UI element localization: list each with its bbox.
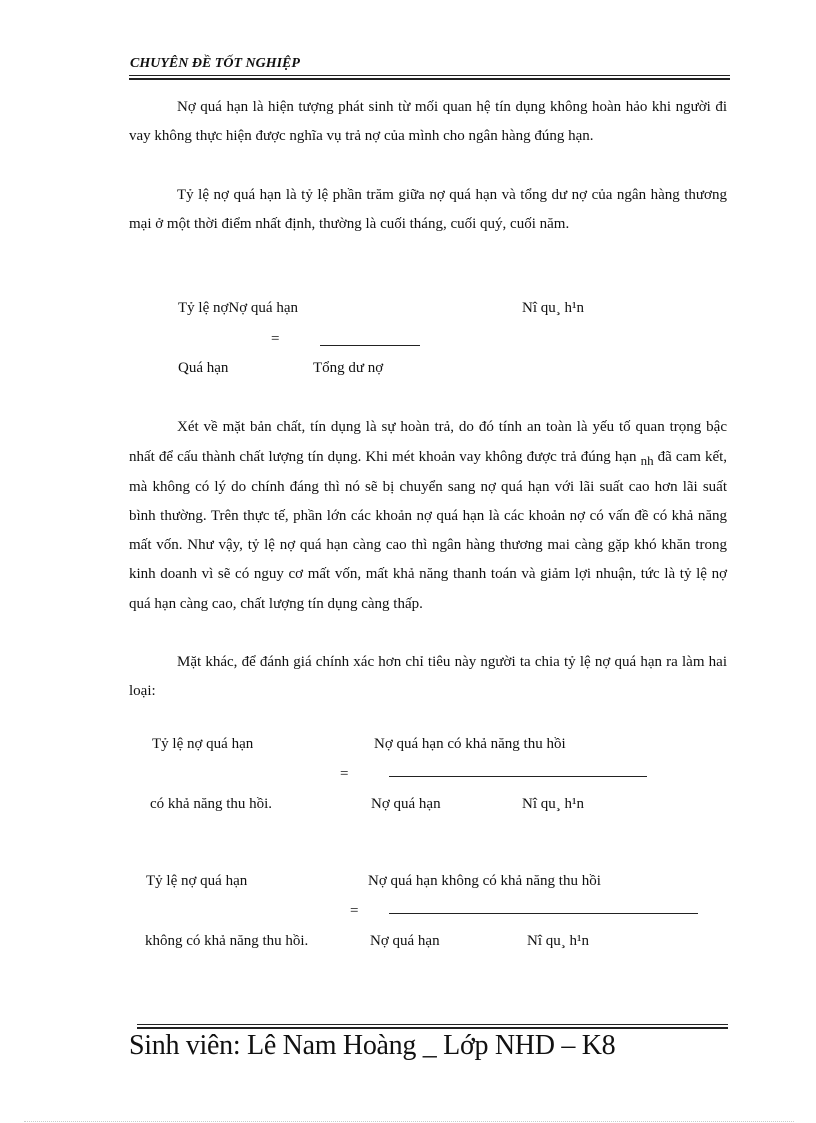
document-header-title: CHUYÊN ĐỀ TỐT NGHIỆP — [130, 56, 300, 71]
paragraph-2: Tỷ lệ nợ quá hạn là tỷ lệ phần trăm giữa nợ quá hạn và tổng dư nợ của ngân hàng thương mại ở một thời điểm nhất định, thường là cuối tháng, cuối quý, cuối năm. — [129, 187, 727, 233]
formula3-denominator: Nợ quá hạn — [370, 933, 440, 949]
formula1-equals: = — [271, 331, 280, 347]
formula3-garbled: Nî qu¸ h¹n — [527, 933, 589, 949]
formula3-numerator: Nợ quá hạn không có khả năng thu hồi — [368, 873, 601, 889]
header-rule-thin — [129, 75, 730, 76]
footer-student-info: Sinh viên: Lê Nam Hoàng _ Lớp NHD – K8 — [129, 1030, 616, 1061]
paragraph-3-subscript: nh — [640, 453, 654, 469]
formula3-equals: = — [350, 903, 359, 919]
header-rule-thick — [129, 78, 730, 80]
formula1-label-top: Tỷ lệ nợNợ quá hạn — [178, 300, 298, 316]
formula3-label-top: Tỷ lệ nợ quá hạn — [146, 873, 248, 889]
formula2-numerator: Nợ quá hạn có khả năng thu hồi — [374, 736, 566, 752]
paragraph-3 — [129, 413, 727, 619]
formula1-label-bottom: Quá hạn — [178, 360, 229, 376]
paragraph-1: Nợ quá hạn là hiện tượng phát sinh từ mối quan hệ tín dụng không hoàn hảo khi người đi vay không thực hiện được nghĩa vụ trả nợ của mình cho ngân hàng đúng hạn. — [129, 99, 727, 145]
paragraph-3-text-b: đã cam kết, mà không có lý do chính đáng thì nó sẽ bị chuyển sang nợ quá hạn với lãi suất cao hơn lãi suất bình thường. Trên thực tế, phần lớn các khoản nợ quá hạn là các khoản nợ có vấn đề có khả năng mất vốn. Như vậy, tỷ lệ nợ quá hạn càng cao thì ngân hàng thương mai càng gặp khó khăn trong kinh doanh vì sẽ có nguy cơ mất vốn, mất khả năng thanh toán và giảm lợi nhuận, tức là tỷ lệ nợ quá hạn càng cao, chất lượng tín dụng càng thấp. — [129, 449, 728, 612]
formula1-fraction-line — [320, 345, 420, 346]
footer-rule-thin — [137, 1024, 728, 1025]
formula3-label-bottom: không có khả năng thu hồi. — [145, 933, 309, 949]
formula2-label-top: Tỷ lệ nợ quá hạn — [152, 736, 254, 752]
formula2-garbled: Nî qu¸ h¹n — [522, 796, 584, 812]
formula2-label-bottom: có khả năng thu hồi. — [150, 796, 273, 812]
paragraph-4: Mặt khác, để đánh giá chính xác hơn chỉ tiêu này người ta chia tỷ lệ nợ quá hạn ra làm hai loại: — [129, 654, 727, 700]
formula2-fraction-line — [389, 776, 647, 777]
formula2-equals: = — [340, 766, 349, 782]
footer-rule-thick — [137, 1027, 728, 1029]
page-bottom-dotted-border — [24, 1121, 794, 1122]
formula2-denominator: Nợ quá hạn — [371, 796, 441, 812]
formula3-fraction-line — [389, 913, 698, 914]
paragraph-3-text-a: Xét về mặt bản chất, tín dụng là sự hoàn trả, do đó tính an toàn là yếu tố quan trọng bậc nhất để cấu thành chất lượng tín dụng. Khi mét khoản vay không được trả đúng hạn — [129, 419, 727, 466]
formula1-garbled-top: Nî qu¸ h¹n — [522, 300, 584, 316]
formula1-denominator: Tổng dư nợ — [313, 360, 384, 376]
